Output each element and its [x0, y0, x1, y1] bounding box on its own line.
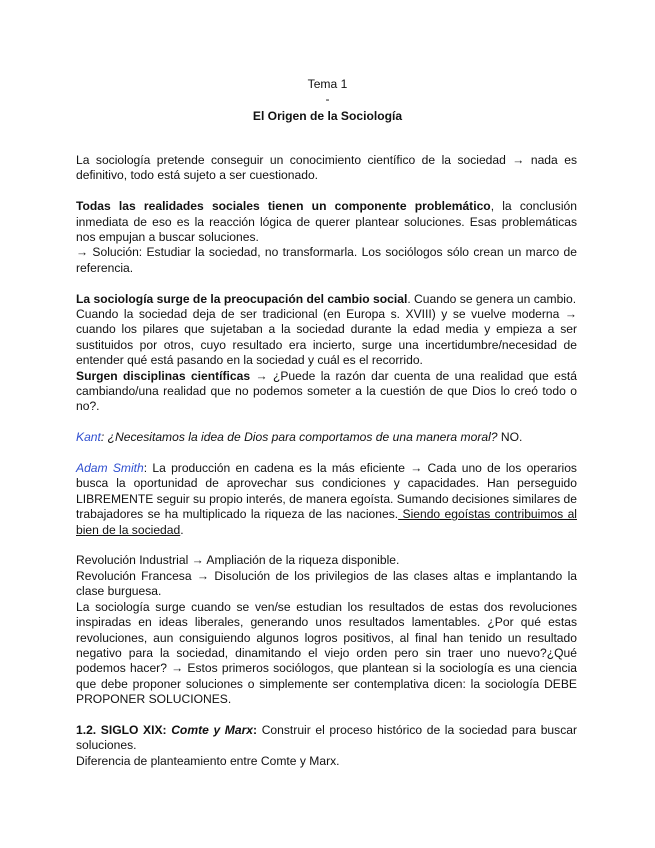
- paragraph-scientific-disciplines: [76, 369, 577, 415]
- paragraph-comte-marx: Diferencia de planteamiento entre Comte y Marx.: [76, 753, 340, 768]
- header-dash: -: [325, 92, 330, 106]
- italic-question: : ¿Necesitamos la idea de Dios para comportamos de una manera moral?: [100, 430, 498, 445]
- topic-number: Tema 1: [307, 77, 348, 91]
- bold-phrase: Surgen disciplinas científicas: [76, 368, 251, 383]
- author-name-kant: Kant: [76, 430, 101, 445]
- section-authors: Comte y Marx: [171, 722, 254, 737]
- paragraph-text: Construir el proceso histórico de la sociedad para buscar soluciones.: [76, 722, 577, 753]
- paragraph-text: , la conclusión inmediata de eso es la reacción lógica de querer plantear soluciones. Esas problemáticas nos empujan a buscar soluciones.: [76, 199, 577, 245]
- paragraph-sociology-origin: La sociología surge cuando se ven/se estudian los resultados de estas dos revoluciones inspiradas en ideas liberales, generando unos resultados lamentables. ¿Por qué estas revoluciones, aun consiguiendo algunos logros positivos, al final han tenido un resultado negativo para la sociedad, dinamitando el viejo orden pero sin traer uno nuevo?¿Qué podemos hacer? → Estos primeros sociólogos, que plantean si la sociología es una ciencia que debe proponer soluciones o simplemente ser contemplativa dicen: la sociología DEBE PROPONER SOLUCIONES.: [76, 599, 577, 707]
- bold-phrase: Todas las realidades sociales tienen un componente problemático: [76, 199, 491, 214]
- document-body: [76, 153, 577, 769]
- underlined-phrase: Siendo egoístas contribuimos al bien de la sociedad: [76, 507, 577, 537]
- bold-phrase: La sociología surge de la preocupación del cambio social: [76, 291, 408, 306]
- paragraph-text: . Cuando se genera un cambio.: [407, 291, 577, 306]
- paragraph-kant: [76, 430, 577, 445]
- paragraph-industrial-revolution: Revolución Industrial → Ampliación de la riqueza disponible.: [76, 553, 400, 568]
- paragraph-problematic: [76, 199, 577, 245]
- paragraph-intro: La sociología pretende conseguir un conocimiento científico de la sociedad → nada es definitivo, todo está sujeto a ser cuestionado.: [76, 153, 577, 183]
- paragraph-modern-society: Cuando la sociedad deja de ser tradicional (en Europa s. XVIII) y se vuelve moderna → cuando los pilares que sujetaban a la sociedad durante la edad media y empieza a ser sustituidos por otros, cuyo resultado era incierto, surge una incertidumbre/necesidad de entender qué está pasando en la sociedad y cuál es el recorrido.: [76, 307, 577, 368]
- paragraph-text: : La producción en cadena es la más eficiente → Cada uno de los operarios busca la oportunidad de aprovechar sus condiciones y capacidades. Han perseguido LIBREMENTE seguir su propio interés, de manera egoísta. Sumando decisiones similares de trabajadores se ha multiplicado la riqueza de las naciones.: [76, 461, 577, 522]
- document-header: [0, 77, 655, 124]
- section-heading-siglo-xix: 1.2. SIGLO XIX: Comte y Marx: Construir el proceso histórico de la sociedad para buscar soluciones.: [76, 722, 577, 753]
- paragraph-social-change: [76, 292, 577, 307]
- section-number: 1.2. SIGLO XIX:: [76, 722, 172, 737]
- author-name-adam-smith: Adam Smith: [76, 461, 144, 476]
- page-title: El Origen de la Sociología: [252, 109, 403, 123]
- paragraph-adam-smith: Adam Smith: La producción en cadena es la más eficiente → Cada uno de los operarios busca la oportunidad de aprovechar sus condiciones y capacidades. Han perseguido LIBREMENTE seguir su propio interés, de manera egoísta. Sumando decisiones similares de trabajadores se ha multiplicado la riqueza de las naciones. Siendo egoístas contribuimos al bien de la sociedad.: [76, 461, 577, 537]
- paragraph-text: NO.: [497, 430, 523, 445]
- paragraph-solution: → Solución: Estudiar la sociedad, no transformarla. Los sociólogos sólo crean un marco de referencia.: [76, 245, 577, 275]
- paragraph-french-revolution: Revolución Francesa → Disolución de los privilegios de las clases altas e implantando la clase burguesa.: [76, 568, 577, 599]
- paragraph-text: → ¿Puede la razón dar cuenta de una realidad que está cambiando/una realidad que no podemos someter a la cuestión de que Dios lo creó todo o no?.: [76, 368, 577, 414]
